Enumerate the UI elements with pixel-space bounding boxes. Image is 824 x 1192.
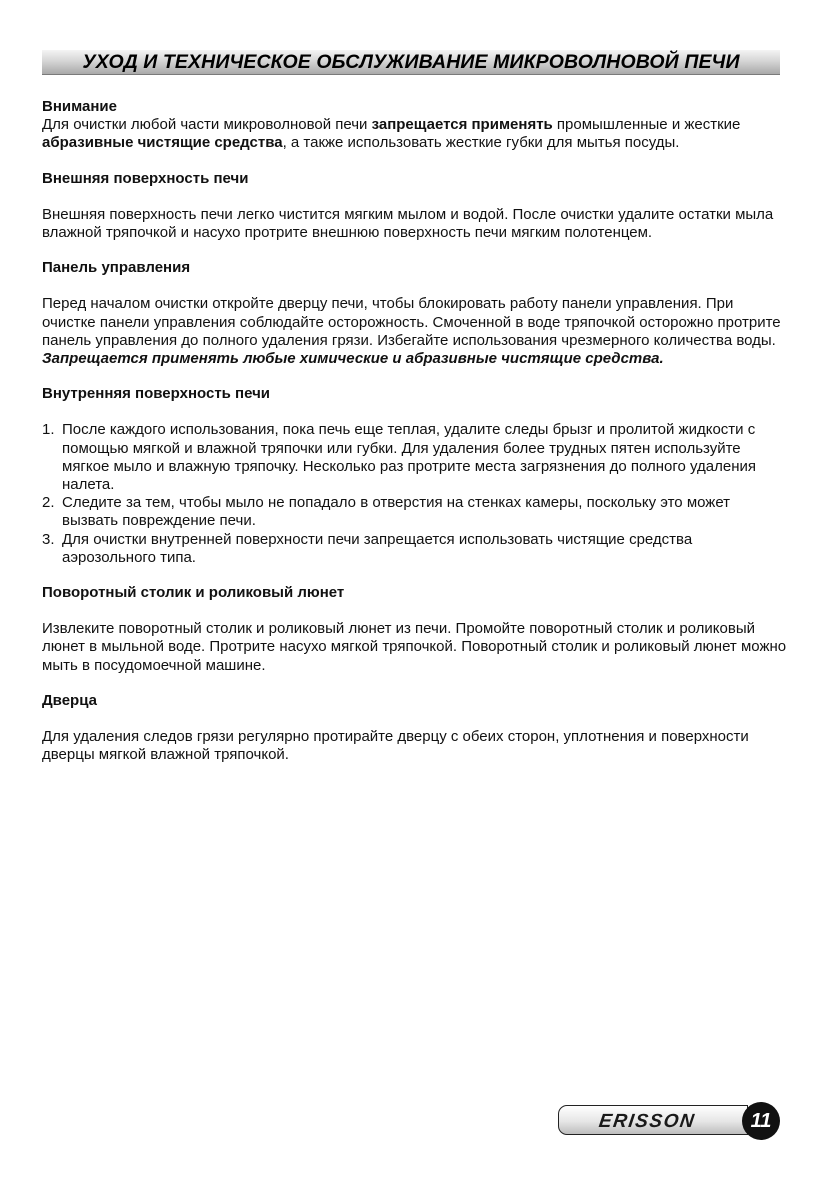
list-item	[42, 421, 787, 494]
attention-text	[42, 116, 787, 152]
interior-steps-list	[42, 421, 787, 567]
interior-section	[42, 385, 787, 567]
page-number: 11	[750, 1109, 772, 1132]
step-text: Для очистки внутренней поверхности печи запрещается использовать чистящие средства аэрозольного типа.	[62, 530, 693, 566]
attention-bold-1: запрещается применять	[371, 116, 553, 134]
brand-logo	[558, 1105, 748, 1135]
step-text: Следите за тем, чтобы мыло не попадало в отверстия на стенках камеры, поскольку это может вызвать повреждение печи.	[62, 494, 731, 530]
interior-heading: Внутренняя поверхность печи	[42, 385, 271, 403]
page-title: УХОД И ТЕХНИЧЕСКОЕ ОБСЛУЖИВАНИЕ МИКРОВОЛНОВОЙ ПЕЧИ	[82, 50, 740, 73]
turntable-section	[42, 584, 787, 675]
step-text: После каждого использования, пока печь еще теплая, удалите следы брызг и пролитой жидкости с помощью мягкой и влажной тряпочки или губки. Для удаления более трудных пятен используйте мягкое мыло и влажную тряпочку. Несколько раз протрите места загрязнения до полного удаления налета.	[62, 421, 756, 494]
attention-text-part-2: промышленные и жесткие	[552, 116, 741, 134]
attention-section	[42, 98, 787, 153]
spacer	[42, 153, 787, 170]
control-panel-heading: Панель управления	[42, 259, 191, 277]
step-number: 1.	[42, 421, 55, 439]
spacer	[42, 277, 787, 295]
control-panel-section	[42, 259, 787, 368]
page-number-badge	[742, 1102, 780, 1140]
step-number: 2.	[42, 494, 55, 512]
page-footer	[558, 1102, 782, 1142]
control-panel-warning: Запрещается применять любые химические и абразивные чистящие средства.	[42, 350, 664, 368]
list-item	[42, 494, 787, 530]
spacer	[42, 675, 787, 692]
exterior-section	[42, 170, 787, 243]
list-item	[42, 531, 787, 567]
spacer	[42, 602, 787, 620]
attention-text-part-1: Для очистки любой части микроволновой печи	[42, 116, 372, 134]
attention-bold-2: абразивные чистящие средства	[42, 134, 283, 152]
spacer	[42, 403, 787, 421]
door-heading: Дверца	[42, 691, 97, 709]
step-number: 3.	[42, 530, 55, 548]
exterior-heading: Внешняя поверхность печи	[42, 169, 249, 187]
page-title-bar	[42, 50, 780, 75]
exterior-text: Внешняя поверхность печи легко чистится мягким мылом и водой. После очистки удалите остатки мыла влажной тряпочкой и насухо протрите внешнюю поверхность печи мягким полотенцем.	[42, 205, 774, 242]
spacer	[42, 242, 787, 259]
door-section	[42, 692, 787, 765]
control-panel-text: Перед началом очистки откройте дверцу печи, чтобы блокировать работу панели управления. При очистке панели управления соблюдайте осторожность. Смоченной в воде тряпочкой осторожно протрите панель управления до полного удаления грязи. Избегайте использования чрезмерного количества воды.	[42, 295, 781, 349]
brand-name: ERISSON	[597, 1111, 697, 1132]
turntable-text: Извлеките поворотный столик и роликовый люнет из печи. Промойте поворотный столик и роликовый люнет в мыльной воде. Протрите насухо мягкой тряпочкой. Поворотный столик и роликовый люнет можно мыть в посудомоечной машине.	[42, 620, 787, 674]
document-body	[42, 98, 787, 764]
spacer	[42, 188, 787, 206]
spacer	[42, 710, 787, 728]
attention-text-part-3: , а также использовать жесткие губки для мытья посуды.	[282, 134, 680, 152]
turntable-heading: Поворотный столик и роликовый люнет	[42, 584, 345, 602]
attention-heading: Внимание	[42, 98, 117, 115]
door-text: Для удаления следов грязи регулярно протирайте дверцу с обеих сторон, уплотнения и поверхности дверцы мягкой влажной тряпочкой.	[42, 728, 749, 764]
spacer	[42, 368, 787, 385]
spacer	[42, 567, 787, 584]
